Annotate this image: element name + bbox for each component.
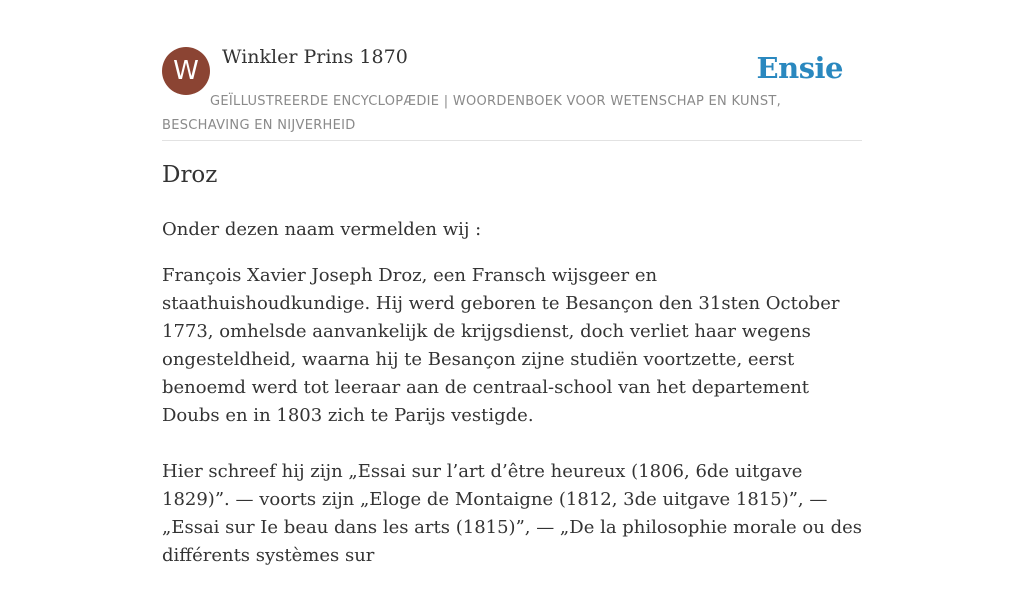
brand-logo[interactable]: Ensie [756, 51, 843, 85]
entry-body [162, 216, 862, 589]
source-avatar[interactable]: W [162, 47, 210, 95]
source-subtitle: GEÏLLUSTREERDE ENCYCLOPÆDIE | WOORDENBOEK VOOR WETENSCHAP EN KUNST, BESCHAVING EN NIJVERHEID [162, 94, 782, 133]
source-header [162, 42, 862, 141]
source-title[interactable]: Winkler Prins 1870 [222, 46, 408, 68]
entry-paragraph: François Xavier Joseph Droz, een Fransch wijsgeer en staathuishoudkundige. Hij werd geboren te Besançon den 31sten October 1773, omhelsde aanvankelijk de krijgsdienst, doch verliet haar wegens ongesteldheid, waarna hij te Besançon zijne studiën voortzette, eerst benoemd werd tot leeraar aan de centraal-school van het departement Doubs en in 1803 zich te Parijs vestigde. [162, 265, 840, 426]
entry-title: Droz [162, 162, 218, 188]
entry-paragraph: Hier schreef hij zijn „Essai sur l’art d’être heureux (1806, 6de uitgave 1829)”. — voorts zijn „Eloge de Montaigne (1812, 3de uitgave 1815)”, — „Essai sur Ie beau dans les arts (1815)”, — „De la philosophie morale ou des différents systèmes sur [162, 461, 862, 566]
entry-paragraph-intro: Onder dezen naam vermelden wij : [162, 219, 482, 240]
